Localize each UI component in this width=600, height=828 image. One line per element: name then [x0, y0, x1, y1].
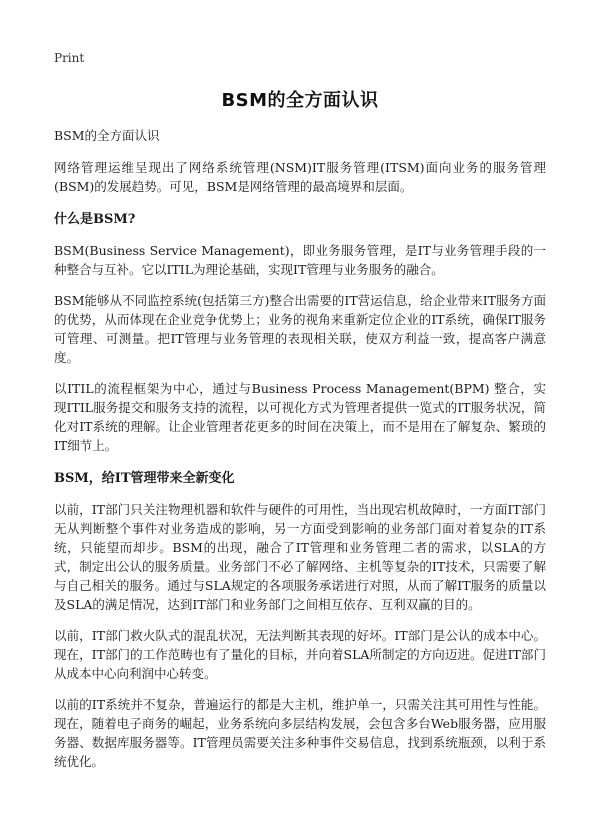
section2-paragraph-2: 以前，IT部门救火队式的混乱状况，无法判断其表现的好坏。IT部门是公认的成本中心。现在，IT部门的工作范畴也有了量化的目标，并向着SLA所制定的方向迈进。促进IT部门从成本中心向利润中心转变。: [54, 628, 546, 681]
section1-paragraph-3: 以ITIL的流程框架为中心，通过与Business Process Management(BPM) 整合，实现ITIL服务提交和服务支持的流程，以可视化方式为管理者提供一览式的IT服务状况，简化对IT系统的理解。让企业管理者花更多的时间在决策上，而不是用在了解复杂、繁琐的IT细节上。: [54, 381, 546, 453]
section1-paragraph-1: BSM(Business Service Management)，即业务服务管理，是IT与业务管理手段的一种整合与互补。它以ITIL为理论基础，实现IT管理与业务服务的融合。: [54, 243, 546, 277]
section2-paragraph-3: 以前的IT系统并不复杂，普遍运行的都是大主机，维护单一，只需关注其可用性与性能。现在，随着电子商务的崛起，业务系统向多层结构发展，会包含多台Web服务器，应用服务器、数据库服务器等。IT管理员需要关注多种事件交易信息，找到系统瓶颈，以利于系统优化。: [54, 697, 546, 769]
section-heading-bsm-changes: BSM，给IT管理带来全新变化: [54, 471, 235, 486]
section1-paragraph-2: BSM能够从不同监控系统(包括第三方)整合出需要的IT营运信息，给企业带来IT服务方面的优势，从而体现在企业竞争优势上；业务的视角来重新定位企业的IT系统，确保IT服务可管理、可测量。把IT管理与业务管理的表现相关联，使双方利益一致，提高客户满意度。: [54, 293, 546, 365]
section-heading-what-is-bsm: 什么是BSM?: [54, 212, 136, 227]
print-link[interactable]: Print: [54, 51, 85, 65]
intro-paragraph: 网络管理运维呈现出了网络系统管理(NSM)IT服务管理(ITSM)面向业务的服务管理(BSM)的发展趋势。可见，BSM是网络管理的最高境界和层面。: [54, 160, 546, 194]
section2-paragraph-1: 以前，IT部门只关注物理机器和软件与硬件的可用性，当出现宕机故障时，一方面IT部门无从判断整个事件对业务造成的影响，另一方面受到影响的业务部门面对着复杂的IT系统，只能望而却步。BSM的出现，融合了IT管理和业务管理二者的需求，以SLA的方式，制定出公认的服务质量。业务部门不必了解网络、主机等复杂的IT技术，只需要了解与自己相关的服务。通过与SLA规定的各项服务承诺进行对照，从而了解IT服务的质量以及SLA的满足情况，达到IT部门和业务部门之间相互依存、互利双赢的目的。: [54, 502, 546, 612]
page-title: BSM的全方面认识: [221, 90, 379, 111]
article-subtitle: BSM的全方面认识: [54, 128, 160, 143]
